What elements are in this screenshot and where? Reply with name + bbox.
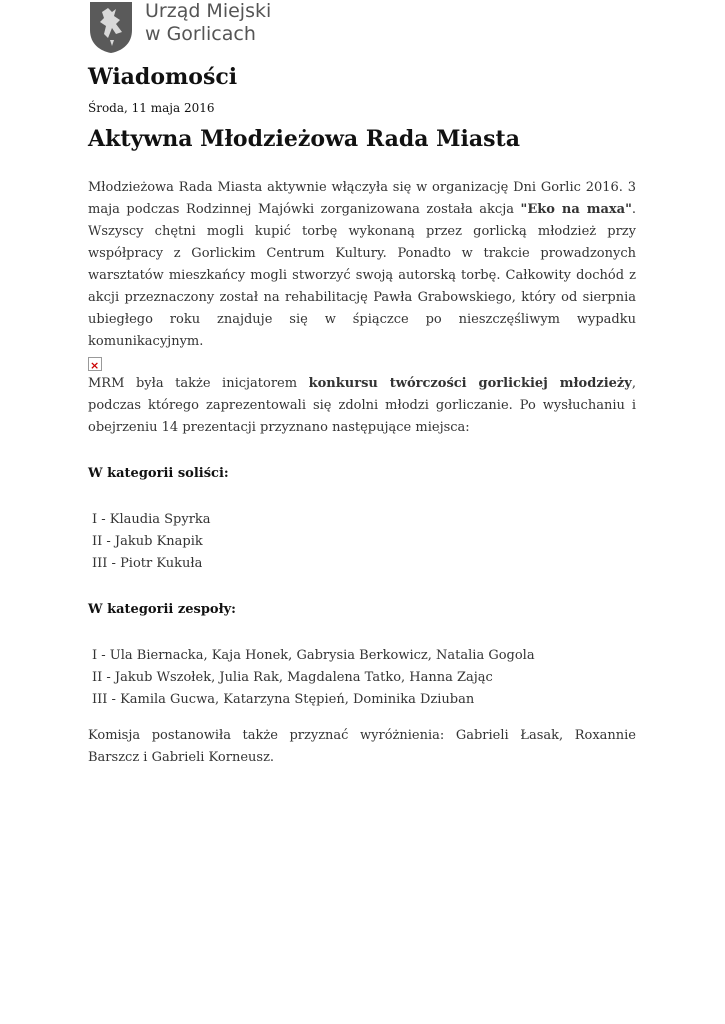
- paragraph-contest-text-a: MRM była także inicjatorem: [88, 376, 309, 391]
- broken-image-icon: ×: [88, 357, 102, 371]
- paragraph-intro-text-b: . Wszyscy chętni mogli kupić torbę wykonaną przez gorlicką młodzież przy współpracy z Gorlickim Centrum Kultury. Ponadto w trakcie prowadzonych warsztatów mieszkańcy mogli stworzyć swoją autorską torbę. Całkowity dochód z akcji przeznaczony został na rehabilitację Pawła Grabowskiego, który od sierpnia ubiegłego roku znajduje się w śpiączce po nieszczęśliwym wypadku komunikacyjnym.: [88, 202, 636, 349]
- paragraph-contest-bold: konkursu twórczości gorlickiej młodzieży: [308, 376, 632, 391]
- category-groups-list: [88, 645, 636, 711]
- section-title: Wiadomości: [88, 64, 238, 90]
- article-date: Środa, 11 maja 2016: [88, 101, 215, 115]
- list-item: I - Ula Biernacka, Kaja Honek, Gabrysia Berkowicz, Natalia Gogola: [92, 648, 535, 663]
- paragraph-intro-text-a: Młodzieżowa Rada Miasta aktywnie włączyła się w organizację Dni Gorlic 2016. 3 maja podczas Rodzinnej Majówki zorganizowana została akcja: [88, 180, 636, 217]
- list-item: III - Kamila Gucwa, Katarzyna Stępień, Dominika Dziuban: [92, 692, 475, 707]
- article-title: Aktywna Młodzieżowa Rada Miasta: [88, 126, 520, 152]
- category-soloists-title: W kategorii soliści:: [88, 466, 229, 481]
- site-logo-text: [145, 0, 271, 46]
- paragraph-closing: Komisja postanowiła także przyznać wyróżnienia: Gabrieli Łasak, Roxannie Barszcz i Gabrieli Korneusz.: [88, 728, 636, 765]
- list-item: II - Jakub Knapik: [92, 534, 203, 549]
- category-soloists-list: [88, 509, 636, 575]
- paragraph-intro: [88, 177, 636, 353]
- paragraph-intro-bold: "Eko na maxa": [520, 202, 632, 217]
- paragraph-contest-text-b: , podczas którego zaprezentowali się zdolni młodzi gorliczanie. Po wysłuchaniu i obejrzeniu 14 prezentacji przyznano następujące miejsca:: [88, 376, 636, 435]
- logo-line-2: w Gorlicach: [145, 23, 256, 45]
- paragraph-contest: [88, 373, 636, 439]
- article-body: [88, 177, 636, 769]
- list-item: III - Piotr Kukuła: [92, 556, 203, 571]
- site-header: [88, 0, 636, 56]
- list-item: I - Klaudia Spyrka: [92, 512, 211, 527]
- coat-of-arms-icon: [88, 0, 134, 54]
- document-page: [88, 0, 636, 765]
- category-groups-title: W kategorii zespoły:: [88, 602, 236, 617]
- logo-line-1: Urząd Miejski: [145, 0, 272, 22]
- list-item: II - Jakub Wszołek, Julia Rak, Magdalena Tatko, Hanna Zając: [92, 670, 493, 685]
